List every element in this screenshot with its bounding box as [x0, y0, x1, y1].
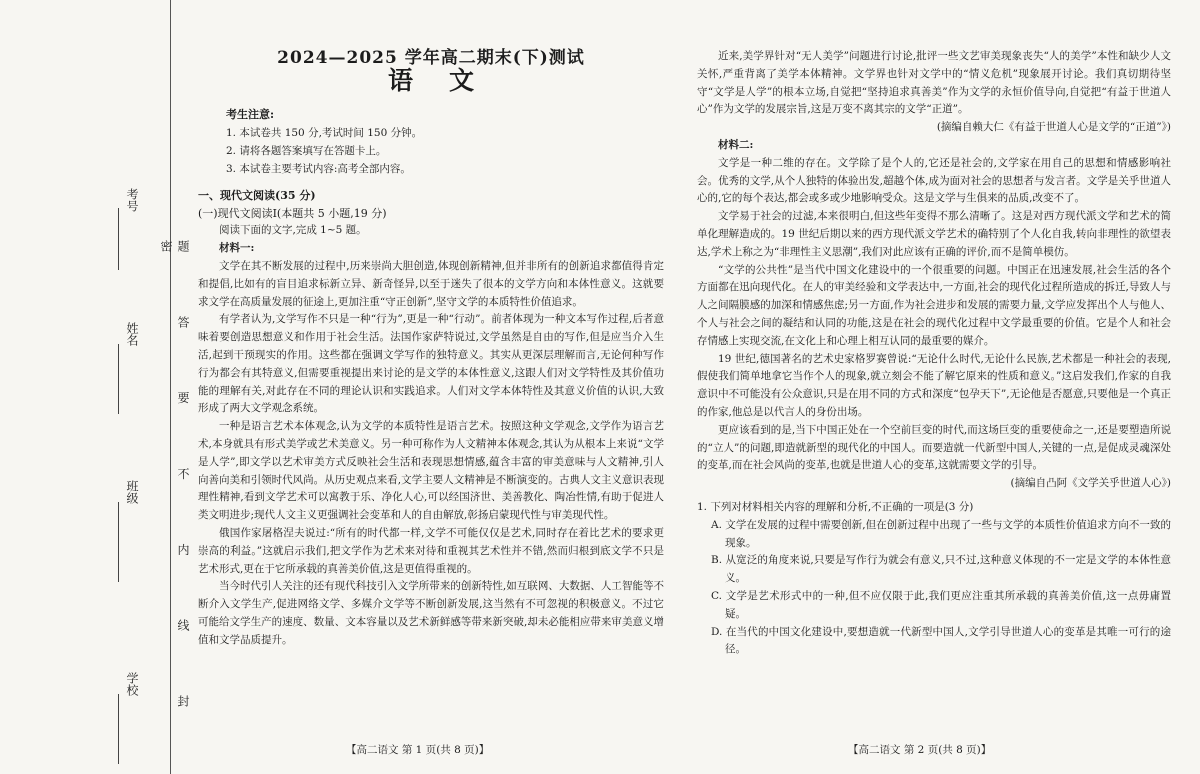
paragraph: 文学在其不断发展的过程中,历来崇尚大胆创造,体现创新精神,但并非所有的创新追求都值得肯定和提倡,比如有的盲目追求标新立异、新奇怪异,以至于迷失了很本的文学方向和本体性意义。这就要求文学在高质量发展的征途上,更加注重“守正创新”,坚守文学的本质特性价值追求。 [198, 259, 664, 308]
option-c: C. 文学是艺术形式中的一种,但不应仅限于此,我们更应注重其所承载的真善美价值,这一点毋庸置疑。 [711, 589, 1171, 620]
notice-item: 2. 请将各题答案填写在答题卡上。 [226, 145, 387, 158]
school-blank [118, 694, 119, 764]
footer-right: 【高二语文 第 2 页(共 8 页)】 [848, 744, 992, 756]
left-page [198, 0, 664, 650]
class-blank [118, 502, 119, 582]
notice-item: 3. 本试卷主要考试内容:高考全部内容。 [226, 162, 411, 175]
class-label: 班级 [125, 480, 139, 504]
notice-title: 考生注意: [226, 107, 275, 121]
right-page [697, 0, 1171, 659]
subject-title: 语文 [387, 65, 510, 95]
exam-no-label: 考号 [125, 188, 139, 212]
question-stem: 1. 下列对材料相关内容的理解和分析,不正确的一项是(3 分) [697, 500, 974, 513]
paragraph: 当今时代引人关注的还有现代科技引入文学所带来的创新特性,如互联网、大数据、人工智能等不断介入文学生产,促进网络文学、多媒介文学等不断创新发展,这当然有不可忽视的积极意义。不过它可能给文学生产的速度、数量、文本容量以及艺术新鲜感等带来新突破,却未必能相应带来审美意义增值和文学品质提升。 [198, 580, 664, 646]
source-2: (摘编自凸阿《文学关乎世道人心》) [1010, 477, 1171, 490]
paragraph: 近来,美学界针对“无人美学”问题进行讨论,批评一些文艺审美现象丧失“人的美学”本性和缺少人文关怀,严重背离了美学本体精神。文学界也针对文学中的“情义危机”现象展开讨论。我们真切期待坚守“文学是人学”的根本立场,自觉把“坚持追求真善美”作为文学的永恒价值导向,自觉把“有益于世道人心”作为文学的发展宗旨,这是万变不离其宗的文学“正道”。 [697, 50, 1171, 116]
instruction: 阅读下面的文字,完成 1~5 题。 [219, 224, 367, 237]
subsection-title: (一)现代文阅读Ⅰ(本题共 5 小题,19 分) [198, 206, 387, 220]
paragraph: 更应该看到的是,当下中国正处在一个空前巨变的时代,而这场巨变的重要使命之一,还是要塑造所说的“立人”的问题,即造就新型的现代化的中国人。而要造就一代新型中国人,关键的一点,是促成灵魂深处的变革,而在社会风尚的变革,也就是世道人心的变革,这就需要文学的引导。 [697, 423, 1171, 472]
question-1 [697, 499, 1171, 659]
paragraph: 俄国作家屠格涅夫说过:“所有的时代都一样,文学不可能仅仅是艺术,同时存在着比艺术的要求更崇高的利益。”这就启示我们,把文学作为艺术来对待和重视其艺术性并不错,然而归根到底文学不只是艺术形式,更在于它所承载的真善美价值,这是更值得重视的。 [198, 526, 664, 575]
option-d: D. 在当代的中国文化建设中,要想造就一代新型中国人,文学引导世道人心的变革是其唯一可行的途径。 [711, 625, 1171, 656]
material-1-label: 材料一: [219, 242, 255, 255]
option-a: A. 文学在发展的过程中需要创新,但在创新过程中出现了一些与文学的本质性价值追求方向不一致的现象。 [711, 518, 1172, 549]
paragraph: 一种是语言艺术本体观念,认为文学的本质特性是语言艺术。按照这种文学观念,文学作为语言艺术,本身就具有形式美学或艺术美意义。另一种可称作为人文精神本体观念,其认为从根本上来说“文学是人学”,即文学以艺术审美方式反映社会生活和表现思想情感,蕴含丰富的审美意味与人文精神,引人向善向美和引领时代风尚。从历史观点来看,文学主要人文精神是不断演变的。古典人文主义意识表现理性精神,看到文学艺术可以寓教于乐、净化人心,可以经国济世、美善教化、陶冶性情,有助于促进人类文明进步;现代人文主义更强调社会变革和人的自由解放,彰扬启蒙现代性与审美现代性。 [198, 420, 664, 522]
exam-title: 2024—2025 学年高二期末(下)测试 [277, 48, 585, 68]
footer-left: 【高二语文 第 1 页(共 8 页)】 [346, 744, 490, 756]
notice-item: 1. 本试卷共 150 分,考试时间 150 分钟。 [226, 127, 423, 140]
notice-list [198, 125, 664, 178]
material-2-label: 材料二: [718, 138, 754, 151]
paragraph: 文学是一种二维的存在。文学除了是个人的,它还是社会的,文学家在用自己的思想和情感影响社会。优秀的文学,从个人独特的体验出发,超越个体,成为面对社会的思想者与发言者。文学是关乎世道人心的,它的每个表达,都会或多或少地影响受众。这是文学与生俱来的品质,改变不了。 [697, 156, 1171, 205]
name-label: 姓名 [125, 322, 139, 346]
paragraph: “文学的公共性”是当代中国文化建设中的一个很重要的问题。中国正在迅速发展,社会生活的各个方面都在迅向现代化。在人的审美经验和文学表达中,一方面,社会的现代化过程所造成的拆迁,导致人与人之间隔膜感的加深和情感焦虑;另一方面,作为社会进步和发展的需要力量,文学应发挥出个人与他人、个人与社会之间的凝结和认同的功能,这是在社会的现代化过程中文学最重要的价值。它是个人和社会存情感上实现交流,在文化上和心理上相互认同的最重要的媒介。 [697, 263, 1171, 347]
name-blank [118, 344, 119, 414]
option-b: B. 从宽泛的角度来说,只要是写作行为就会有意义,只不过,这种意义体现的不一定是文学的本体性意义。 [711, 554, 1171, 585]
seal-line-text: 题 答 要 不 内 线 封 密 [159, 240, 190, 737]
paragraph: 有学者认为,文学写作不只是一种“行为”,更是一种“行动”。前者体现为一种文本写作过程,后者意味着要创造思想意义和作用于社会生活。法国作家萨特说过,文学虽然是自由的写作,但是应当介入生活,起到干预现实的作用。这些都在强调文学写作的独特意义。其实从更深层理解而言,无论何种写作行为都会有其特意义,但需要重视提出来讨论的是文学的本体性意义,这跟人们对文学特性及其价值功能的理解有关,对此存在不同的理论认识和实践追求。人们对文学本体特性及其意义价值的认识,大致形成了两大文学观念系统。 [198, 313, 664, 415]
paragraph: 文学易于社会的过滤,本来很明白,但这些年变得不那么清晰了。这是对西方现代派文学和艺术的简单化理解造成的。19 世纪后期以来的西方现代派文学艺术的确特别了个人化自我,转向非理性的欲望表达,学术上称之为“非理性主义思潮”,我们对此应该有正确的评价,而不是简单模仿。 [697, 210, 1171, 258]
source-1: (摘编自赖大仁《有益于世道人心是文学的“正道”》) [936, 121, 1171, 134]
paragraph: 19 世纪,德国著名的艺术史家格罗赛曾说:“无论什么时代,无论什么民族,艺术都是一种社会的表现,假使我们简单地拿它当作个人的现象,就立刻会不能了解它原来的性质和意义。”这启发我们,作家的自我意识中不可能没有公众意识,只是在用不同的方式和深度“包孕天下”,无论他是否愿意,只要他是一个真正的作家,他总是以代言人的身份出场。 [697, 352, 1171, 418]
school-label: 学校 [125, 672, 139, 696]
exam-no-blank [118, 208, 119, 270]
section-title: 一、现代文阅读(35 分) [198, 188, 316, 202]
